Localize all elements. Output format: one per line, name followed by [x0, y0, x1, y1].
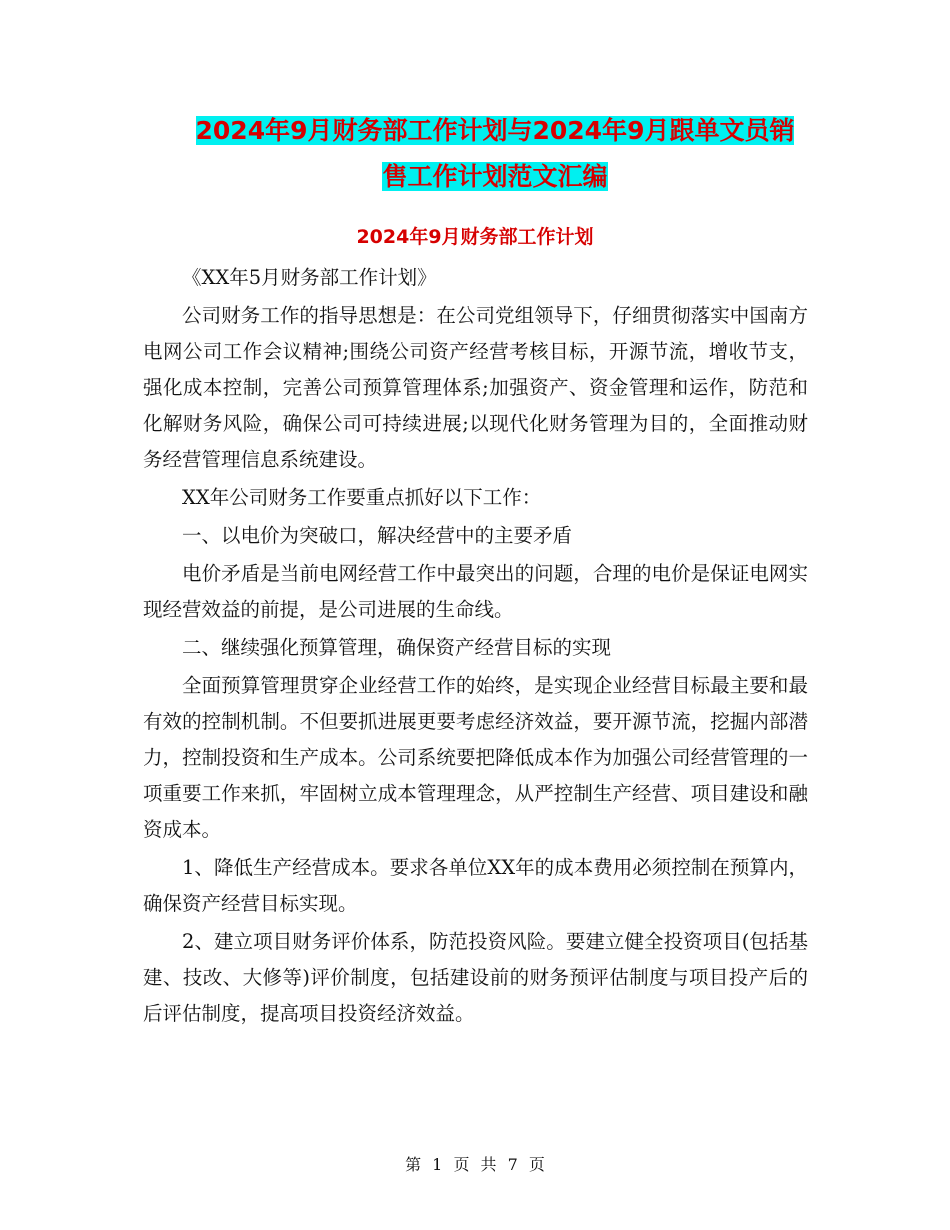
paragraph-6: 二、继续强化预算管理，确保资产经营目标的实现: [182, 636, 612, 659]
section-title: 2024年9月财务部工作计划: [356, 226, 594, 248]
paragraph-7: 全面预算管理贯穿企业经营工作的始终，是实现企业经营目标最主要和最有效的控制机制。不但要抓进展更要考虑经济效益，要开源节流，挖掘内部潜力，控制投资和生产成本。公司系统要把降低成本作为加强公司经营管理的一项重要工作来抓，牢固树立成本管理理念，从严控制生产经营、项目建设和融资成本。: [143, 674, 808, 841]
document-title-line-2: 售工作计划范文汇编: [382, 162, 608, 191]
document-title: [170, 108, 820, 200]
paragraph-2: 公司财务工作的指导思想是：在公司党组领导下，仔细贯彻落实中国南方电网公司工作会议精神;围绕公司资产经营考核目标，开源节流，增收节支，强化成本控制，完善公司预算管理体系;加强资产、资金管理和运作，防范和化解财务风险，确保公司可持续进展;以现代化财务管理为目的，全面推动财务经营管理信息系统建设。: [143, 304, 808, 471]
paragraph-9: 2、建立项目财务评价体系，防范投资风险。要建立健全投资项目(包括基建、技改、大修等)评价制度，包括建设前的财务预评估制度与项目投产后的后评估制度，提高项目投资经济效益。: [143, 930, 808, 1025]
paragraph-4: 一、以电价为突破口，解决经营中的主要矛盾: [182, 524, 573, 547]
document-title-line-1: 2024年9月财务部工作计划与2024年9月跟单文员销: [195, 116, 795, 145]
paragraph-1: 《XX年5月财务部工作计划》: [182, 266, 437, 289]
page-footer: 第 1 页 共 7 页: [405, 1155, 545, 1174]
paragraph-8: 1、降低生产经营成本。要求各单位XX年的成本费用必须控制在预算内，确保资产经营目标实现。: [143, 856, 808, 915]
document-body: [143, 260, 808, 1032]
paragraph-3: XX年公司财务工作要重点抓好以下工作：: [182, 486, 542, 509]
paragraph-5: 电价矛盾是当前电网经营工作中最突出的问题，合理的电价是保证电网实现经营效益的前提，是公司进展的生命线。: [143, 562, 808, 621]
